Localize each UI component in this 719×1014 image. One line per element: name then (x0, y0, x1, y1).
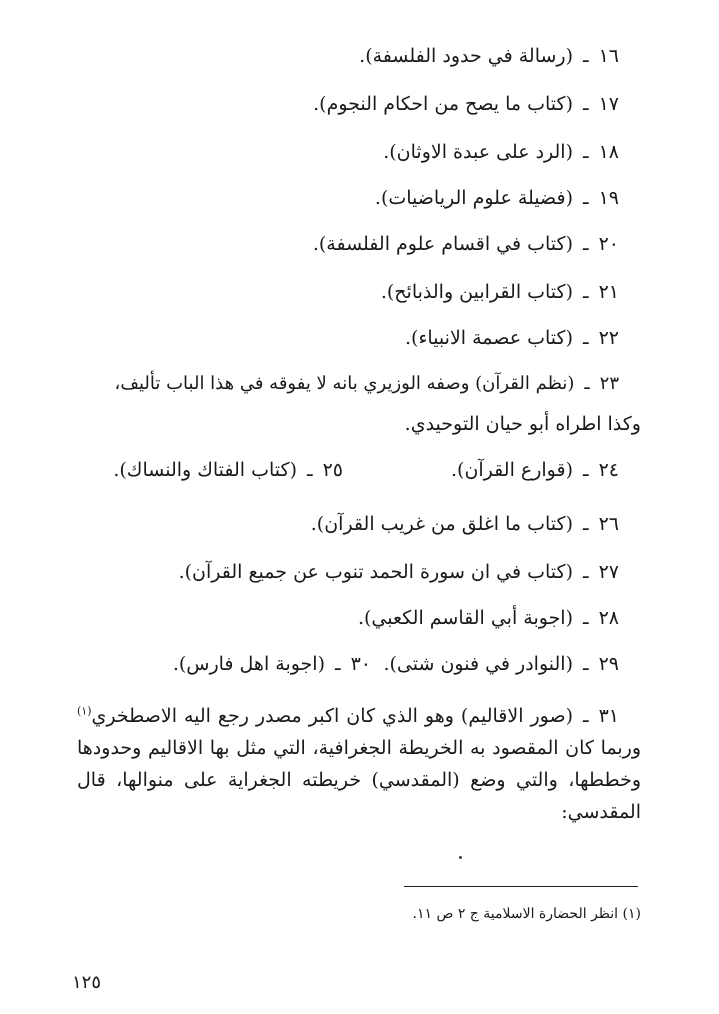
list-item (383, 138, 619, 166)
item-text: (كتاب الفتاك والنساك). (113, 459, 297, 481)
item-dash: ـ (583, 233, 589, 255)
list-item (311, 510, 619, 538)
list-item (405, 324, 619, 352)
item-number: ٢١ (598, 281, 619, 303)
item-number: ٢٨ (598, 607, 619, 629)
item-text: (كتاب عصمة الانبياء). (405, 327, 573, 349)
item-number: ٢٥ (322, 459, 343, 481)
list-item (179, 558, 619, 586)
item-number: ٢٩ (598, 653, 619, 675)
item-number: ٢٦ (598, 513, 619, 535)
item-dash: ـ (583, 187, 589, 209)
item-dash: ـ (583, 513, 589, 535)
item-dash: ـ (583, 93, 589, 115)
item-number: ٣٠ (350, 653, 371, 675)
item-number: ٢٠ (598, 233, 619, 255)
item-text: (قوارع القرآن). (451, 459, 573, 481)
item-text: (رسالة في حدود الفلسفة). (359, 45, 573, 67)
item-continuation: وكذا اطراه أبو حيان التوحيدي. (404, 413, 641, 435)
item-number: ٢٣ (599, 373, 619, 394)
item-dash: ـ (583, 327, 589, 349)
footnote-divider (404, 886, 638, 887)
stray-mark (459, 856, 462, 859)
list-item (358, 604, 619, 632)
item-dash: ـ (583, 561, 589, 583)
item-number: ٣١ (598, 705, 619, 727)
item-dash: ـ (583, 459, 589, 481)
list-item (451, 456, 619, 484)
list-item (383, 650, 619, 678)
footnote-reference[interactable]: (١) (77, 704, 92, 718)
item-text: (الرد على عبدة الاوثان). (383, 141, 573, 163)
item-text: (النوادر في فنون شتى). (383, 653, 573, 675)
item-text: (كتاب ما اغلق من غريب القرآن). (310, 513, 573, 535)
list-item (313, 230, 619, 258)
item-number: ١٨ (598, 141, 619, 163)
item-number: ١٦ (598, 45, 619, 67)
list-item (173, 650, 371, 678)
item-text: (نظم القرآن) وصفه الوزيري بانه لا يفوقه في هذا الباب تأليف، (114, 373, 575, 394)
item-dash: ـ (307, 459, 313, 481)
list-item (313, 90, 619, 118)
item-dash: ـ (583, 281, 589, 303)
item-number: ١٧ (598, 93, 619, 115)
list-item (359, 42, 619, 70)
item-dash: ـ (583, 607, 589, 629)
item-dash: ـ (583, 141, 589, 163)
item-dash: ـ (583, 705, 589, 727)
item-number: ١٩ (598, 187, 619, 209)
list-item (115, 370, 619, 398)
item-text: (كتاب في اقسام علوم الفلسفة). (312, 233, 573, 255)
item-text: (اجوبة أبي القاسم الكعبي). (357, 607, 573, 629)
item-dash: ـ (584, 373, 590, 394)
list-item (381, 278, 619, 306)
item-dash: ـ (583, 653, 589, 675)
item-number: ٢٢ (598, 327, 619, 349)
footnote: (١) انظر الحضارة الاسلامية ج ٢ ص ١١. (412, 906, 641, 922)
item-dash: ـ (583, 45, 589, 67)
item-text: (صور الاقاليم) وهو الذي كان اكبر مصدر رجع اليه الاصطخري (91, 705, 573, 727)
item-text: (كتاب في ان سورة الحمد تنوب عن جميع القرآن). (178, 561, 573, 583)
item-text: (فضيلة علوم الرياضيات). (374, 187, 573, 209)
item-number: ٢٧ (598, 561, 619, 583)
item-text: (اجوبة اهل فارس). (172, 653, 325, 675)
paragraph-31 (77, 700, 641, 828)
item-dash: ـ (335, 653, 341, 675)
list-item (375, 184, 619, 212)
list-item (113, 456, 343, 484)
item-number: ٢٤ (598, 459, 619, 481)
item-text-continued: وربما كان المقصود به الخريطة الجغرافية، التي مثل بها الاقاليم وحدودها وخططها، والتي وضع (المقدسي) خريطته الجغراية على منوالها، قال المقدسي: (77, 737, 641, 823)
item-text: (كتاب القرابين والذبائح). (380, 281, 573, 303)
item-text: (كتاب ما يصح من احكام النجوم). (313, 93, 573, 115)
page-number: ١٢٥ (72, 972, 102, 993)
